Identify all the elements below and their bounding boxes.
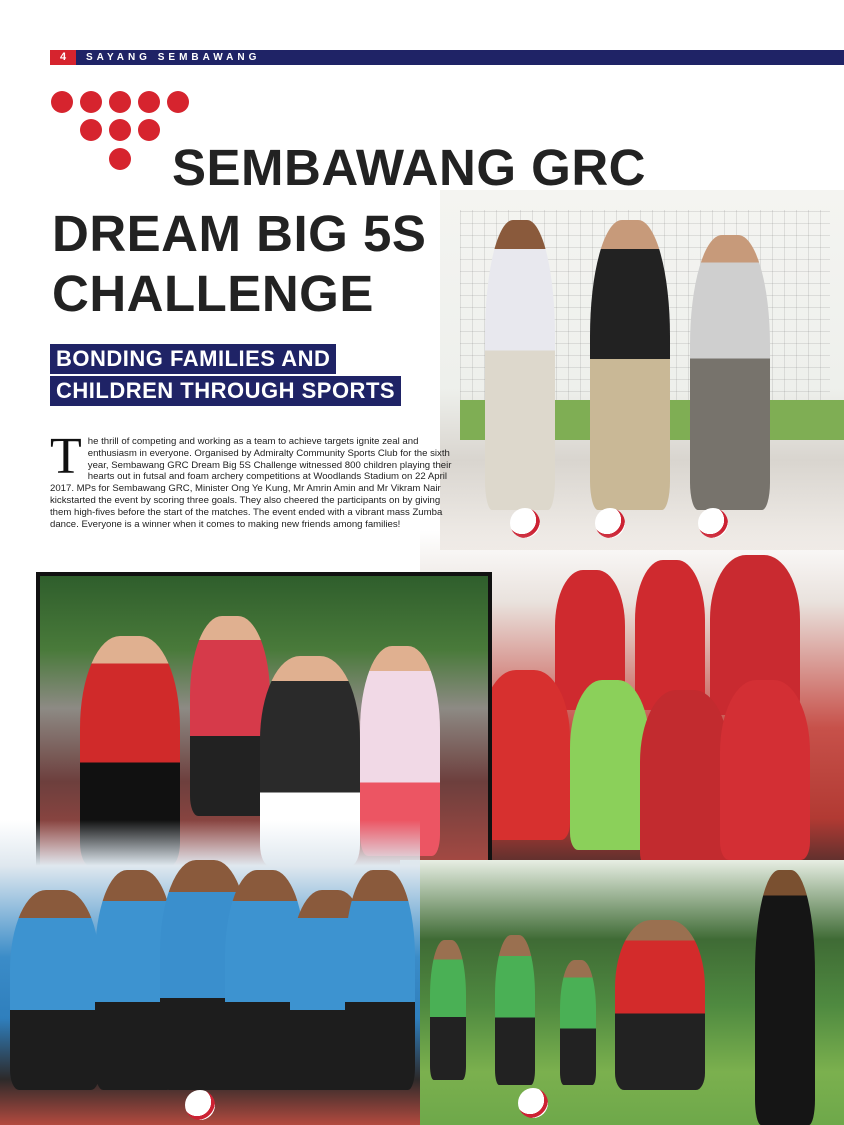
subheading-line-2: CHILDREN THROUGH SPORTS (50, 376, 401, 406)
headline-line-2: DREAM BIG 5S (52, 205, 427, 262)
futsal-match-photo (400, 860, 844, 1125)
girls-team-photo (0, 820, 420, 1125)
headline-line-1: SEMBAWANG GRC (172, 139, 647, 196)
mps-football-photo (440, 190, 844, 550)
section-name: SAYANG SEMBAWANG (86, 52, 261, 63)
article-body (50, 428, 455, 530)
page-number: 4 (50, 50, 76, 65)
subheading-line-1: BONDING FAMILIES AND (50, 344, 336, 374)
drop-cap: T (50, 428, 82, 485)
article-text: he thrill of competing and working as a team to achieve targets ignite zeal and enthusiasm in everyone. Organised by Admiralty Community Sports Club for the sixth year, Sembawang GRC Dream Big 5S Challenge witnessed 800 children playing their hearts out in futsal and foam archery competitions at Woodlands Stadium on 22 April 2017. MPs for Sembawang GRC, Minister Ong Ye Kung, Mr Amrin Amin and Mr Vikram Nair kickstarted the event by scoring three goals. They also cheered the participants on by giving them high-fives before the start of the matches. The event ended with a vibrant mass Zumba dance. Everyone is a winner when it comes to making new friends among families! (50, 436, 452, 530)
headline-line-3: CHALLENGE (52, 265, 374, 322)
